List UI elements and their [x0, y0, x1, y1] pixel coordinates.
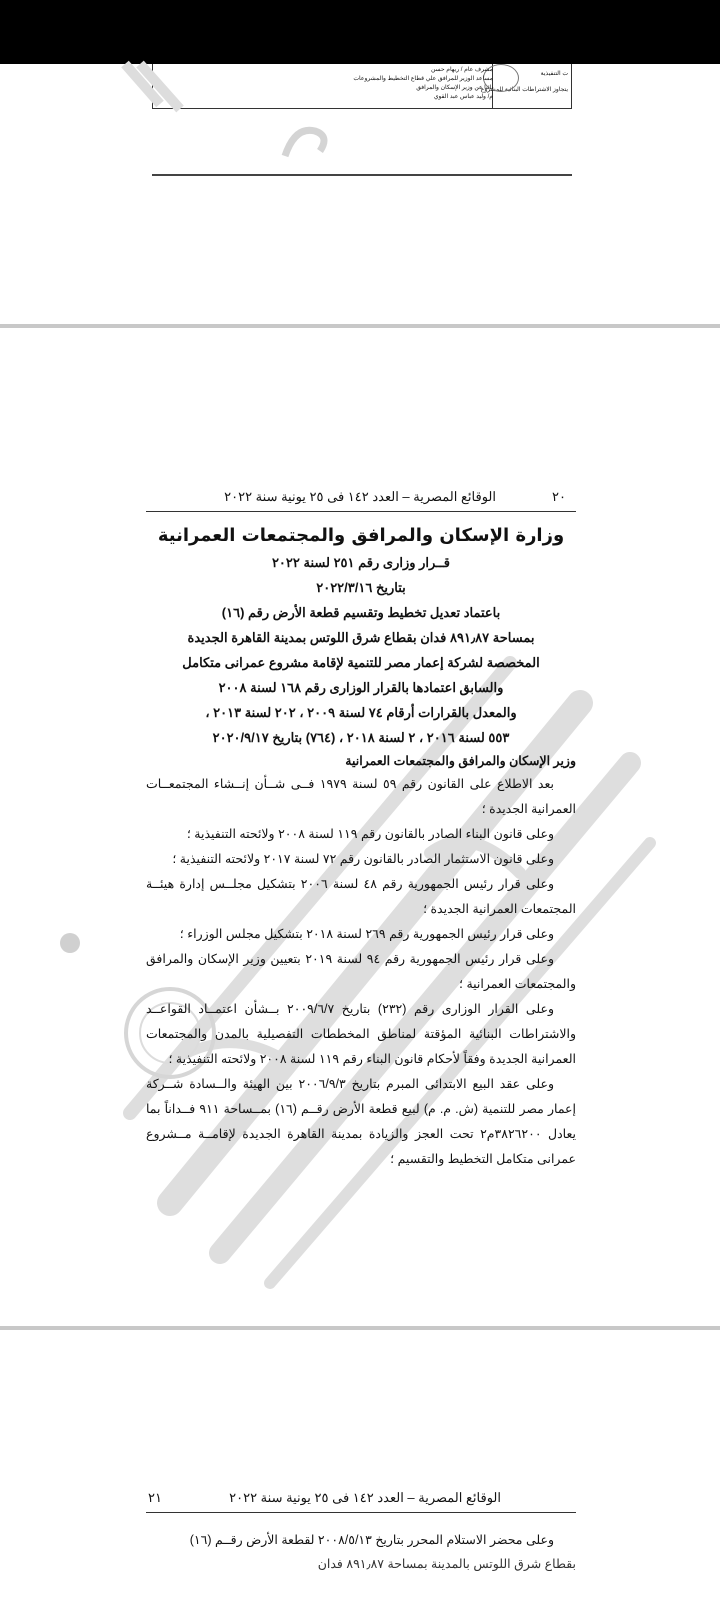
subject-line: المخصصة لشركة إعمار مصر للتنمية لإقامة مشروع عمرانى متكامل [182, 655, 540, 670]
page-header [146, 1488, 576, 1513]
paragraph: وعلى قرار رئيس الجمهورية رقم ٤٨ لسنة ٢٠٠٦ بتشكيل مجلــس إدارة هيئــة المجتمعات العمرانية الجديدة ؛ [146, 877, 576, 916]
minister-title: وزير الإسكان والمرافق والمجتمعات العمرانية [345, 754, 576, 768]
decree-title: قــرار وزارى رقم ٢٥١ لسنة ٢٠٢٢ [271, 555, 451, 570]
page-content [146, 519, 576, 1172]
decree-date: بتاريخ ٢٠٢٢/٣/١٦ [316, 580, 406, 595]
paragraph: وعلى قانون البناء الصادر بالقانون رقم ١١٩ لسنة ٢٠٠٨ ولائحته التنفيذية ؛ [186, 827, 554, 841]
page-rule [152, 174, 572, 176]
next-page [0, 1336, 720, 1600]
subject-line: ٥٥٣ لسنة ٢٠١٦ ، ٢ لسنة ٢٠١٨ ، (٧٦٤) بتاريخ ٢٠٢٠/٩/١٧ [212, 730, 510, 745]
status-bar [0, 0, 720, 64]
page-separator [0, 1326, 720, 1330]
signature-line: نائبا عن وزير الإسكان والمرافق [416, 85, 493, 91]
page-number: ٢١ [148, 1490, 162, 1505]
subject-line: والسابق اعتمادها بالقرار الوزارى رقم ١٦٨ لسنة ٢٠٠٨ [218, 680, 504, 695]
paragraph: بعد الاطلاع على القانون رقم ٥٩ لسنة ١٩٧٩ فــى شــأن إنــشاء المجتمعــات العمرانية الجديدة ؛ [146, 777, 576, 816]
previous-page-table [152, 64, 572, 109]
page-separator [0, 324, 720, 328]
paragraph: وعلى قرار رئيس الجمهورية رقم ٢٦٩ لسنة ٢٠١٨ بتشكيل مجلس الوزراء ؛ [179, 927, 554, 941]
paragraph: وعلى عقد البيع الابتدائى المبرم بتاريخ ٢٠٠٦/٩/٣ بين الهيئة والــسادة شــركة إعمار مصر للتنمية (ش. م. م) لبيع قطعة الأرض رقــم (١٦) بمــساحة ٩١١ فــداناً بما يعادل ٣٨٢٦٢٠٠م٢ تحت العجز والزيادة بمدينة القاهرة الجديدة لإقامــة مــشروع عمرانى متكامل التخطيط والتقسيم ؛ [146, 1077, 576, 1166]
watermark-fragment [120, 64, 210, 114]
signature-line: مساعد الوزير للمرافق علي قطاع التخطيط والمشروعات [353, 76, 493, 82]
table-cell: يتجاوز الاشتراطات البنائية للمشروع [480, 87, 568, 93]
subject-line: باعتماد تعديل تخطيط وتقسيم قطعة الأرض رقم (١٦) [221, 605, 501, 620]
paragraph: وعلى محضر الاستلام المحرر بتاريخ ٢٠٠٨/٥/١٣ لقطعة الأرض رقــم (١٦) [189, 1533, 554, 1547]
header-title: الوقائع المصرية – العدد ١٤٢ فى ٢٥ يونية سنة ٢٠٢٢ [224, 489, 496, 504]
paragraph-cut: بقطاع شرق اللوتس بالمدينة بمساحة ٨٩١٫٨٧ فدان [317, 1557, 576, 1571]
ministry-title: وزارة الإسكان والمرافق والمجتمعات العمرانية [157, 525, 565, 546]
signature-block [283, 66, 493, 102]
page-header [146, 487, 576, 512]
subject-line: والمعدل بالقرارات أرقام ٧٤ لسنة ٢٠٠٩ ، ٢٠٢ لسنة ٢٠١٣ ، [205, 705, 517, 720]
paragraph: وعلى قانون الاستثمار الصادر بالقانون رقم ٧٢ لسنة ٢٠١٧ ولائحته التنفيذية ؛ [172, 852, 554, 866]
table-cell: ت التنفيذية [540, 71, 568, 77]
paragraph: وعلى قرار رئيس الجمهورية رقم ٩٤ لسنة ٢٠١٩ بتعيين وزير الإسكان والمرافق والمجتمعات العمرانية ؛ [146, 952, 576, 991]
header-title: الوقائع المصرية – العدد ١٤٢ فى ٢٥ يونية سنة ٢٠٢٢ [229, 1490, 501, 1505]
subject-line: بمساحة ٨٩١٫٨٧ فدان بقطاع شرق اللوتس بمدينة القاهرة الجديدة [187, 630, 535, 645]
page-number: ٢٠ [552, 489, 566, 504]
signature-line: مشرف عام / ريهام حسن [430, 67, 493, 73]
watermark-fragment [275, 116, 345, 166]
signature-line: م/ وليد عباس عبد القوي [433, 94, 493, 100]
previous-page [0, 64, 720, 330]
gazette-page [0, 333, 720, 1333]
paragraph: وعلى القرار الوزارى رقم (٢٣٢) بتاريخ ٢٠٠٩/٦/٧ بــشأن اعتمــاد القواعــد والاشتراطات البنائية المؤقتة لمناطق المخططات التفصيلية بالمدن والمجتمعات العمرانية الجديدة وفقاً لأحكام قانون البناء رقم ١١٩ لسنة ٢٠٠٨ ولائحته التنفيذية ؛ [146, 1002, 576, 1066]
